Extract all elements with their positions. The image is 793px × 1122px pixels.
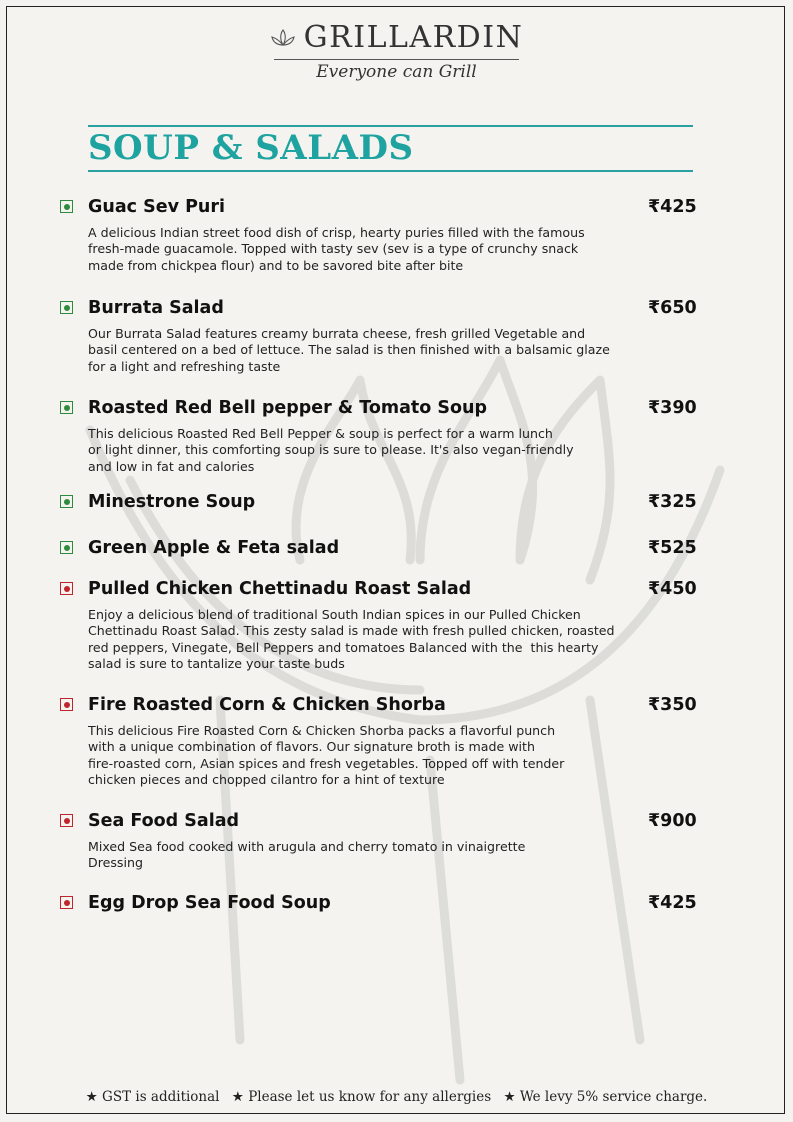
description-line: chicken pieces and chopped cilantro for a hint of texture (88, 772, 445, 788)
nonveg-indicator-icon (60, 582, 73, 595)
item-price: ₹425 (648, 197, 697, 217)
veg-indicator-icon (60, 200, 73, 213)
indicator-dot (64, 586, 70, 592)
indicator-dot (64, 545, 70, 551)
nonveg-indicator-icon (60, 814, 73, 827)
description-line: salad is sure to tantalize your taste buds (88, 656, 345, 672)
description-line: A delicious Indian street food dish of crisp, hearty puries filled with the famous (88, 225, 585, 240)
item-name: Roasted Red Bell pepper & Tomato Soup (88, 398, 488, 418)
footer-allergy-note: ★ Please let us know for any allergies (231, 1089, 492, 1105)
item-price: ₹650 (648, 298, 697, 318)
brand-row (0, 20, 793, 55)
item-price: ₹425 (648, 893, 697, 913)
description-line: for a light and refreshing taste (88, 358, 281, 374)
description-line: Chettinadu Roast Salad. This zesty salad is made with fresh pulled chicken, roasted (88, 623, 615, 639)
description-line: or light dinner, this comforting soup is sure to please. It's also vegan-friendly (88, 442, 574, 458)
footer-service-note: ★ We levy 5% service charge. (503, 1089, 708, 1105)
description-line: made from chickpea flour) and to be savored bite after bite (88, 257, 464, 273)
item-name: Guac Sev Puri (88, 197, 225, 217)
description-line: fresh-made guacamole. Topped with tasty sev (sev is a type of crunchy snack (88, 241, 579, 257)
item-description (88, 326, 648, 375)
item-description (88, 607, 648, 673)
description-line: Our Burrata Salad features creamy burrata cheese, fresh grilled Vegetable and (88, 326, 586, 341)
header (0, 20, 793, 82)
item-description (88, 426, 648, 475)
description-line: Enjoy a delicious blend of traditional South Indian spices in our Pulled Chicken (88, 607, 581, 622)
item-description (88, 839, 648, 872)
indicator-dot (64, 204, 70, 210)
item-description (88, 225, 648, 274)
indicator-dot (64, 900, 70, 906)
description-line: Dressing (88, 855, 143, 871)
description-line: red peppers, Vinegate, Bell Peppers and tomatoes Balanced with the this hearty (88, 639, 599, 655)
item-name: Pulled Chicken Chettinadu Roast Salad (88, 579, 472, 599)
brand-divider (274, 59, 519, 60)
item-name: Minestrone Soup (88, 492, 256, 512)
description-line: fire-roasted corn, Asian spices and fresh vegetables. Topped off with tender (88, 755, 565, 771)
indicator-dot (64, 405, 70, 411)
footer-gst-note: ★ GST is additional (85, 1089, 220, 1105)
item-name: Fire Roasted Corn & Chicken Shorba (88, 695, 446, 715)
veg-indicator-icon (60, 541, 73, 554)
indicator-dot (64, 702, 70, 708)
nonveg-indicator-icon (60, 698, 73, 711)
lotus-icon (270, 28, 296, 48)
item-price: ₹325 (648, 492, 697, 512)
description-line: This delicious Roasted Red Bell Pepper & soup is perfect for a warm lunch (88, 426, 553, 441)
brand-name: GRILLARDIN (303, 20, 524, 55)
veg-indicator-icon (60, 495, 73, 508)
item-price: ₹900 (648, 811, 697, 831)
item-description (88, 723, 648, 789)
item-price: ₹525 (648, 538, 697, 558)
veg-indicator-icon (60, 301, 73, 314)
description-line: with a unique combination of flavors. Our signature broth is made with (88, 739, 535, 755)
item-price: ₹450 (648, 579, 697, 599)
description-line: and low in fat and calories (88, 458, 255, 474)
veg-indicator-icon (60, 401, 73, 414)
footer (0, 1089, 793, 1105)
section-rule-bottom (88, 170, 693, 172)
item-name: Burrata Salad (88, 298, 224, 318)
indicator-dot (64, 818, 70, 824)
section-title: SOUP & SALADS (88, 128, 414, 168)
section-rule-top (88, 125, 693, 127)
item-name: Green Apple & Feta salad (88, 538, 340, 558)
nonveg-indicator-icon (60, 896, 73, 909)
description-line: This delicious Fire Roasted Corn & Chicken Shorba packs a flavorful punch (88, 723, 556, 738)
indicator-dot (64, 499, 70, 505)
indicator-dot (64, 305, 70, 311)
item-name: Sea Food Salad (88, 811, 240, 831)
item-name: Egg Drop Sea Food Soup (88, 893, 331, 913)
item-price: ₹350 (648, 695, 697, 715)
description-line: Mixed Sea food cooked with arugula and cherry tomato in vinaigrette (88, 839, 526, 854)
item-price: ₹390 (648, 398, 697, 418)
description-line: basil centered on a bed of lettuce. The salad is then finished with a balsamic glaze (88, 342, 610, 358)
tagline: Everyone can Grill (316, 62, 477, 82)
